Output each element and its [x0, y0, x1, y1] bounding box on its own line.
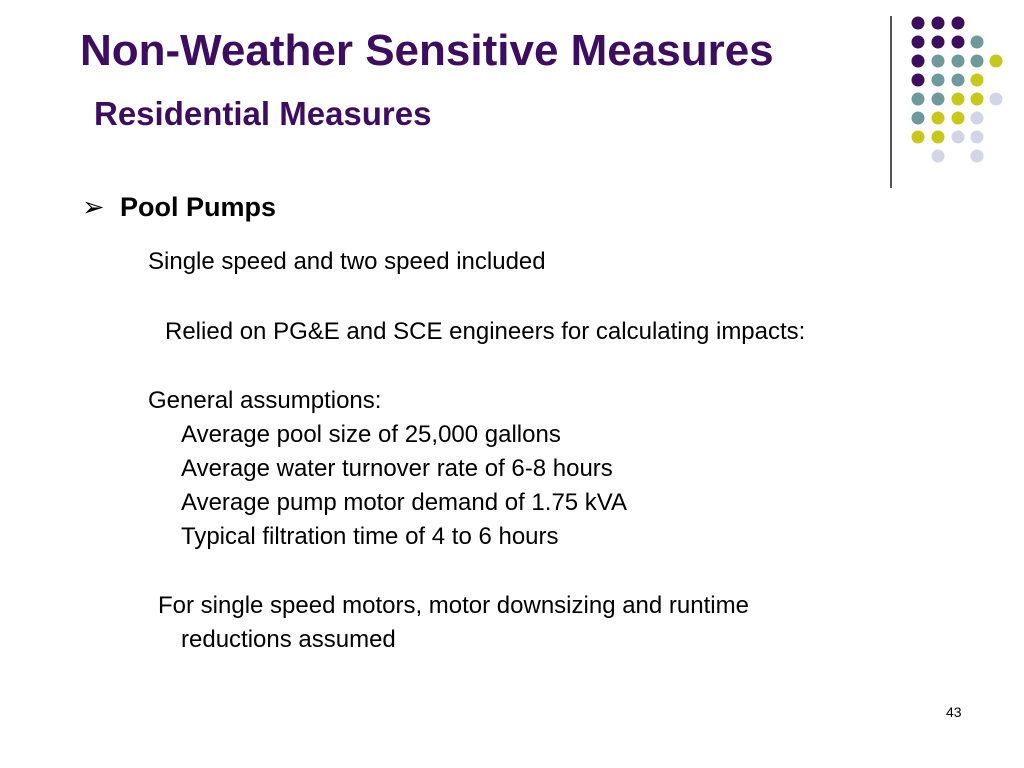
decorative-dot: [932, 55, 945, 68]
decorative-dot-grid: [0, 0, 1024, 200]
decorative-dot: [971, 93, 984, 106]
decorative-dot: [912, 74, 925, 87]
decorative-dot: [912, 17, 925, 30]
decorative-dot: [971, 74, 984, 87]
decorative-dot: [932, 36, 945, 49]
slide-title: Non-Weather Sensitive Measures: [80, 26, 774, 75]
slide-subtitle: Residential Measures: [94, 95, 432, 132]
line-downsizing-1: For single speed motors, motor downsizing and runtime: [158, 592, 749, 619]
decorative-dot: [912, 112, 925, 125]
arrow-bullet-icon: ➢: [82, 192, 105, 222]
decorative-dot: [952, 93, 965, 106]
decorative-dot: [971, 112, 984, 125]
decorative-dot: [971, 55, 984, 68]
bullet-pool-pumps: [82, 192, 276, 223]
decorative-dot: [971, 150, 984, 163]
decorative-dot: [932, 112, 945, 125]
decorative-dot: [952, 131, 965, 144]
bullet-heading: Pool Pumps: [120, 192, 277, 222]
decorative-dot: [932, 74, 945, 87]
line-filtration: Typical filtration time of 4 to 6 hours: [181, 523, 559, 550]
line-turnover: Average water turnover rate of 6-8 hours: [181, 455, 613, 482]
decorative-dot: [952, 17, 965, 30]
decorative-dot: [952, 74, 965, 87]
decorative-dot: [990, 55, 1003, 68]
decorative-dot: [912, 36, 925, 49]
line-general-assumptions: General assumptions:: [148, 387, 382, 414]
line-demand: Average pump motor demand of 1.75 kVA: [181, 489, 628, 516]
decorative-dot: [952, 36, 965, 49]
decorative-dot: [932, 131, 945, 144]
line-speeds: Single speed and two speed included: [148, 248, 546, 275]
decorative-dot: [971, 131, 984, 144]
line-engineers: Relied on PG&E and SCE engineers for calculating impacts:: [165, 318, 806, 345]
line-pool-size: Average pool size of 25,000 gallons: [181, 421, 561, 448]
decorative-dot: [952, 112, 965, 125]
decorative-dot: [932, 93, 945, 106]
decorative-dot: [932, 17, 945, 30]
line-downsizing-2: reductions assumed: [181, 626, 396, 653]
decorative-dot: [912, 131, 925, 144]
decorative-dot: [912, 55, 925, 68]
decorative-dot: [932, 150, 945, 163]
decorative-dot: [990, 93, 1003, 106]
decorative-dot: [971, 36, 984, 49]
page-number: 43: [946, 704, 962, 720]
decorative-dot: [952, 55, 965, 68]
decorative-dot: [912, 93, 925, 106]
